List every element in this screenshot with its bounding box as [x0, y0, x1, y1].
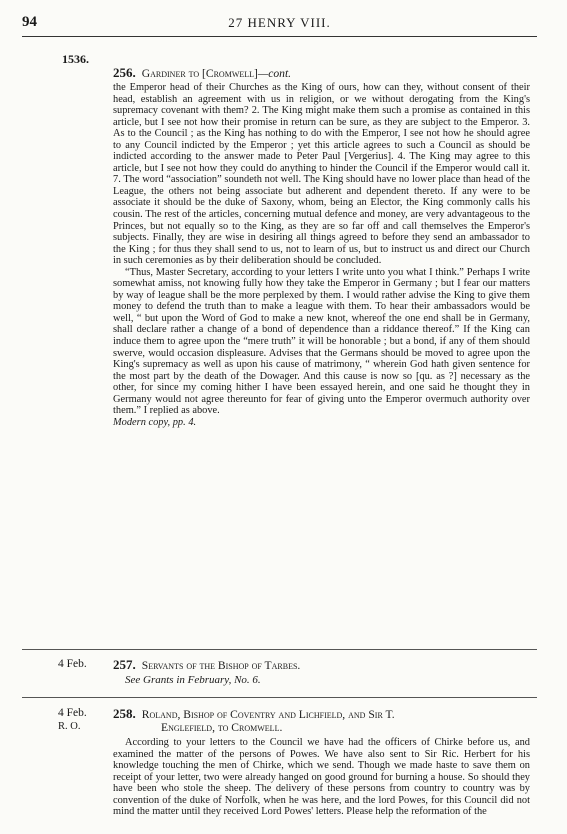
paragraph: According to your letters to the Council we have had the officers of Chirke before us, and examined the matter of the persons of Powes. We have also sent to Sir Ric. Herbert for his knowledge touching the men of Chirke, which we send. Though we made haste to save them on receipt of your letter, two were already hanged on good ground for burning a house. So should they have been who stole the sheep. The delivery of these persons from country to country was by convention of the duke of Norfolk, when he was here, and the lord Powes, for this Council did not mind the matter until they received Lord Powes' letters. Please help the reformation of the — [113, 737, 530, 818]
paragraph: the Emperor head of their Churches as the King of ours, how can they, without consent of their head, establish an agreement with us in religion, or we without derogating from the King's supremacy covenant with them? 2. The King might make them such a promise as contained in this article, but I see not how their promise in return can be sure, as they are subject to the Emperor. 3. As to the Council ; as the King has nothing to do with the Emperor, I see not how he should agree to any Council indicted by the Emperor ; yet this article agrees to such a Council as should be indicted according to the answer made to Peter Paul [Vergerius]. 4. The King may agree to this article, but I see not how they could do anything to hinder the Council if the Emperor would call it. 7. The word “association” soundeth not well. The King should have no lower place than head of the League, the others not being associate but adherent and dependent thereto. If any were to be associate it should be the duke of Saxony, whom, being an Elector, the King commonly calls his cousin. The rest of the articles, concerning mutual defence and money, are very advantageous to the Princes, but not equally so to the King, as they are so far off and call themselves the Emperor's subjects. Finally, they are wise in desiring all things agreed to before they send an ambassador to the King ; for thus they shall send to us, not to learn of us, but to instruct us and direct our Church in such ceremonies as by their deliberation should be concluded. — [113, 82, 530, 267]
entry-number: 256. — [113, 65, 136, 80]
entry-256-body — [113, 82, 530, 428]
page-header — [22, 14, 537, 32]
entry-256 — [113, 66, 530, 428]
paragraph: “Thus, Master Secretary, according to your letters I write unto you what I think.” Perhaps I write somewhat amiss, not knowing fully how they take the Emperor in Germany ; but I fear our matters by way of league shall be the more perplexed by them. I would rather advise the King to give them money to defend the truth than to make a league with them. To hear their ambassadors would be well, “ but upon the Word of God to make a new knot, whereof the one end shall be in Germany, shall declare rather a change of a bond of dependence than a riddance thereof.” If the King can induce them to agree upon the “mere truth” it will be honorable ; but a bond, if any of them should swerve, would occasion displeasure. Advises that the Germans should be moved to agree upon the King's supremacy as well as upon his cause of matrimony, “ wherein God hath given sentence for the most part by the death of the Dowager. And this cause is now so [qu. as ?] necessary as the other, for since my coming hither I have been essayed herein, and one said he thought they in Germany would not agree thereunto for fear of giving unto the Emperor overmuch authority over them.” I replied as above. — [113, 266, 530, 417]
entry-separator — [22, 697, 537, 698]
entry-title: Servants of the Bishop of Tarbes. — [141, 659, 301, 672]
record-office-ref: R. O. — [58, 721, 81, 732]
entry-257 — [113, 658, 530, 686]
entry-257-date: 4 Feb. — [58, 658, 87, 670]
entry-title: Roland, Bishop of Coventry and Lichfield, and Sir T. — [141, 708, 395, 721]
entry-title: Gardiner to [Cromwell] — [141, 67, 258, 80]
entry-257-heading — [113, 658, 530, 672]
entry-256-heading — [113, 66, 530, 80]
entry-number: 258. — [113, 706, 136, 721]
running-head: 27 HENRY VIII. — [228, 15, 331, 30]
source-note: Modern copy, pp. 4. — [113, 416, 197, 428]
entry-258-date: 4 Feb. R. O. — [58, 707, 87, 732]
cross-reference: See Grants in February, No. 6. — [125, 674, 261, 686]
entry-separator — [22, 649, 537, 650]
entry-title-continued: Englefield, to Cromwell. — [161, 721, 283, 734]
header-rule — [22, 36, 537, 37]
margin-year: 1536. — [62, 52, 89, 66]
entry-258-body — [113, 737, 530, 818]
entry-258-heading — [113, 707, 530, 721]
entry-number: 257. — [113, 657, 136, 672]
page-number: 94 — [22, 14, 37, 30]
entry-258 — [113, 707, 530, 818]
entry-title-suffix: —cont. — [257, 67, 292, 80]
